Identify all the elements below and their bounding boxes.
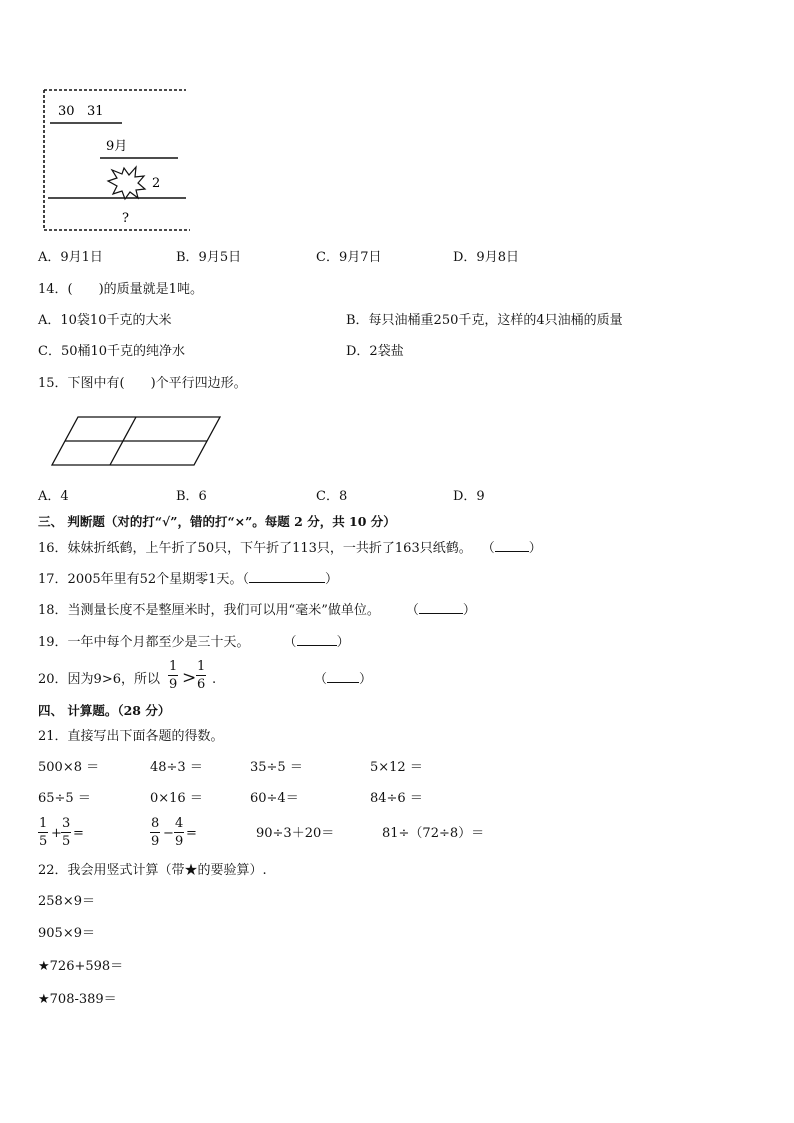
q20-prefix: 20．因为9>6，所以 [38, 672, 160, 687]
q18-text: 18．当测量长度不是整厘米时，我们可以用“毫米”做单位。 [38, 603, 380, 618]
q15-option-c: C．8 [316, 489, 348, 504]
q21-r2-c1: 65÷5 ＝ [38, 791, 91, 806]
q20-answer: （ ） [314, 672, 373, 687]
calendar-day: 2 [152, 176, 161, 191]
q13-option-d: D．9月8日 [453, 250, 519, 265]
q14-option-b: B．每只油桶重250千克，这样的4只油桶的质量 [346, 313, 623, 328]
q21-r2-c2: 0×16 ＝ [150, 791, 203, 806]
q21-r3-eq2: = [186, 826, 197, 841]
q17: 17．2005年里有52个星期零1天。（ ） [38, 572, 338, 587]
q21-r2-c3: 60÷4＝ [250, 791, 299, 806]
q21-question: 21．直接写出下面各题的得数。 [38, 729, 224, 744]
q14-question: 14．( )的质量就是1吨。 [38, 282, 203, 297]
q21-r3-minus: − [163, 826, 174, 841]
q21-r3-expr3: 90÷3＋20＝ [256, 826, 335, 841]
q20-gt: > [182, 668, 197, 688]
q22-item-4: ★708-389＝ [38, 992, 117, 1007]
section4-title: 四、 计算题。（28 分） [38, 703, 171, 718]
q20-answer-blank[interactable] [327, 682, 359, 683]
q21-r3-plus: + [51, 826, 62, 841]
parallelogram-figure [48, 415, 224, 467]
q18: 18．当测量长度不是整厘米时，我们可以用“毫米”做单位。 （ ） [38, 603, 476, 618]
q16-text: 16．妹妹折纸鹤，上午折了50只，下午折了113只，一共折了163只纸鹤。 [38, 541, 472, 556]
q16: 16．妹妹折纸鹤，上午折了50只，下午折了113只，一共折了163只纸鹤。 （ ） [38, 541, 542, 556]
q14-option-a: A．10袋10千克的大米 [38, 313, 172, 328]
q21-r1-c3: 35÷5 ＝ [250, 760, 303, 775]
q13-option-a: A．9月1日 [38, 250, 103, 265]
q15-option-a: A．4 [38, 489, 69, 504]
calendar-figure [38, 86, 190, 234]
q21-r1-c1: 500×8 ＝ [38, 760, 100, 775]
burst-icon [108, 167, 145, 199]
q22-item-1: 258×9＝ [38, 894, 95, 909]
q17-answer-blank[interactable] [249, 582, 325, 583]
q21-r3-frac3: 8 9 [151, 816, 160, 849]
q15-option-d: D．9 [453, 489, 485, 504]
q21-r3-expr4: 81÷（72÷8）＝ [382, 826, 485, 841]
q21-r3-frac4: 4 9 [175, 816, 184, 849]
q20-fraction-2: 1 6 [197, 659, 206, 692]
q21-r1-c2: 48÷3 ＝ [150, 760, 203, 775]
q13-option-b: B．9月5日 [176, 250, 242, 265]
q20-fraction-1: 1 9 [169, 659, 178, 692]
section3-title: 三、 判断题（对的打“√”，错的打“×”。每题 2 分，共 10 分） [38, 514, 396, 529]
q22-question: 22．我会用竖式计算（带★的要验算）. [38, 863, 267, 878]
q14-option-d: D．2袋盐 [346, 344, 404, 359]
calendar-month: 9月 [106, 139, 128, 154]
q21-r3-frac1: 1 5 [39, 816, 48, 849]
q15-option-b: B．6 [176, 489, 207, 504]
q18-answer-blank[interactable] [419, 613, 463, 614]
calendar-top-numbers: 30 31 [58, 104, 104, 119]
calendar-unknown: ? [122, 211, 129, 226]
q19-text: 19．一年中每个月都至少是三十天。 [38, 635, 250, 650]
q19: 19．一年中每个月都至少是三十天。 （ ） [38, 635, 350, 650]
q15-question: 15．下图中有( )个平行四边形。 [38, 376, 247, 391]
q21-r2-c4: 84÷6 ＝ [370, 791, 423, 806]
q22-item-2: 905×9＝ [38, 926, 95, 941]
q13-option-c: C．9月7日 [316, 250, 382, 265]
q21-r3-eq1: = [73, 826, 84, 841]
q21-r3-frac2: 3 5 [62, 816, 71, 849]
q22-item-3: ★726+598＝ [38, 959, 124, 974]
q19-answer-blank[interactable] [297, 645, 337, 646]
q21-r1-c4: 5×12 ＝ [370, 760, 423, 775]
q20-suffix: . [212, 672, 217, 687]
q16-answer-blank[interactable] [495, 551, 529, 552]
q14-option-c: C．50桶10千克的纯净水 [38, 344, 186, 359]
q17-text: 17．2005年里有52个星期零1天。 [38, 572, 243, 587]
